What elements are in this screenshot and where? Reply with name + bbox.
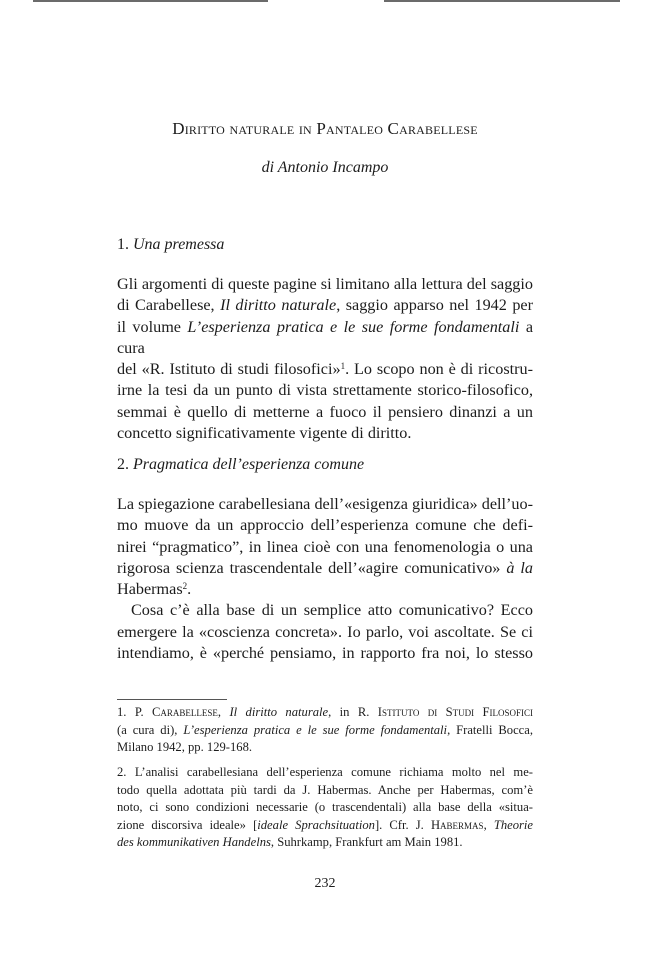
s1-line-5: irne la tesi da un punto di vista strettamente storico-filosofico,: [117, 381, 533, 400]
section-1-heading: [117, 236, 224, 254]
fn2-line-1: 2. L’analisi carabellesiana dell’esperienza comune richiama molto nel me-: [117, 765, 533, 779]
section-1-number: 1.: [117, 236, 129, 253]
s2-line-3: nirei “pragmatico”, in linea cioè con una fenomenologia o una: [117, 537, 533, 556]
fn2-line-3: noto, ci sono condizioni necessarie (o trascendentali) alla base della «situa-: [117, 800, 533, 815]
section-2-heading: [117, 456, 364, 474]
section-2-title: Pragmatica dell’esperienza comune: [133, 456, 365, 473]
s1-line-7: concetto significativamente vigente di diritto.: [117, 424, 412, 443]
footnote-separator: [117, 699, 227, 700]
footnote-ref-1: 1: [340, 361, 346, 372]
s1-line-1: Gli argomenti di queste pagine si limitano alla lettura del saggio: [117, 275, 533, 293]
footnote-1: [117, 704, 533, 757]
s1-line-6: semmai è quello di metterne a fuoco il pensiero dinanzi a un: [117, 402, 533, 421]
s2-line-5: Habermas$^2$.: [117, 580, 192, 599]
fn1-line-1: 1. P. Carabellese, Il diritto naturale, in R. Istituto di Studi Filosofici: [117, 705, 534, 719]
s2-line-7: emergere la «coscienza concreta». Io parlo, voi ascoltate. Se ci: [117, 622, 533, 641]
header-rule-left: [33, 0, 268, 2]
s2-line-1: La spiegazione carabellesiana dell’«esigenza giuridica» dell’uo-: [117, 495, 533, 513]
section-2-number: 2.: [117, 456, 129, 473]
section-1-paragraph: [117, 274, 533, 444]
footnote-ref-2: 2: [182, 581, 188, 592]
volume-title: L’esperienza pratica e le sue forme fondamentali: [187, 317, 520, 336]
section-1-title: Una premessa: [133, 236, 225, 253]
s1-line-4: del «R. Istituto di studi filosofici»$^1$. Lo scopo non è di ricostru-: [117, 360, 533, 379]
work-title: Il diritto naturale: [220, 296, 337, 315]
fn1-line-3: Milano 1942, pp. 129-168.: [117, 740, 253, 755]
fn2-line-5: des kommunikativen Handelns, Suhrkamp, Frankfurt am Main 1981.: [117, 835, 463, 850]
fn1-line-2: (a cura di), L’esperienza pratica e le sue forme fondamentali, Fratelli Bocca,: [117, 722, 534, 737]
s1-line-3: il volume L’esperienza pratica e le sue forme fondamentali a cura: [117, 317, 534, 357]
fn2-line-2: todo quella adottata più tardi da J. Habermas. Anche per Habermas, com’è: [117, 782, 533, 797]
page-number: 232: [314, 876, 336, 891]
s1-line-2: di Carabellese, Il diritto naturale, saggio apparso nel 1942 per: [117, 296, 533, 315]
s2-line-6: Cosa c’è alla base di un semplice atto comunicativo? Ecco: [131, 601, 533, 620]
footnote-2: [117, 764, 533, 852]
article-author: di Antonio Incampo: [261, 159, 389, 176]
s2-line-2: mo muove da un approccio dell’esperienza comune che defi-: [117, 516, 533, 535]
s2-line-4: rigorosa scienza trascendentale dell’«agire comunicativo» à la: [117, 558, 534, 577]
fn2-line-4: zione discorsiva ideale» [ideale Sprachsituation]. Cfr. J. Habermas, Theorie: [117, 817, 534, 832]
section-2-paragraph: [117, 494, 533, 664]
article-title: Diritto naturale in Pantaleo Carabellese: [172, 119, 478, 138]
s2-line-8: intendiamo, è «perché pensiamo, in rapporto fra noi, lo stesso: [117, 644, 533, 663]
header-rule-right: [384, 0, 620, 2]
